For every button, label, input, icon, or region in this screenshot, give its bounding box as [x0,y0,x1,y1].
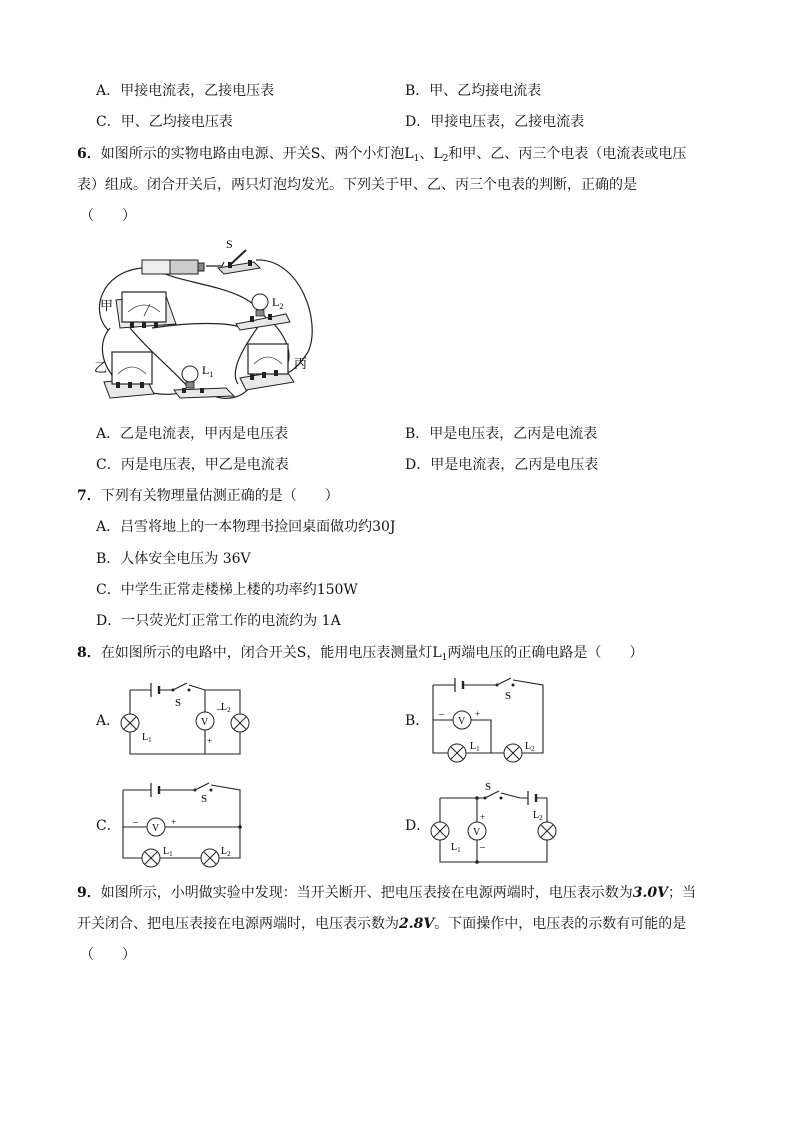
svg-text:V: V [201,717,209,728]
meter-jia-icon [116,292,176,328]
q8-label-b: B． [405,713,430,729]
lamp-l2-label: $L_2$ [525,741,535,753]
switch-icon [218,250,260,274]
q6-option-b: B．甲是电压表，乙丙是电流表 [405,426,598,442]
voltmeter-icon [468,822,486,840]
q5-option-b: B．甲、乙均接电流表 [405,83,542,99]
q9-stem-line1 [77,884,696,902]
meter-jia-label: 甲 [100,298,114,313]
q6-stem-line1 [77,145,686,168]
q8-circuit-d [425,780,565,870]
switch-label: S [505,690,512,702]
q7-option-c: C．中学生正常走楼梯上楼的功率约150W [96,582,358,598]
switch-label: S [175,697,182,709]
lamp-l2-label: $L_2$ [221,702,231,714]
meter-yi-icon [104,352,154,398]
q5-option-c: C．甲、乙均接电压表 [96,114,233,130]
q6-number: 6． [77,146,101,162]
meter-yi-label: 乙 [94,360,108,375]
lamp-icon [431,822,449,840]
q8-label-d: D． [405,818,431,834]
meter-bing-label: 丙 [294,356,308,371]
switch-label: S [201,793,208,805]
lamp-l2-label: $L_2$ [533,810,543,822]
svg-text:V: V [458,716,466,727]
q6-text: 和甲、乙、丙三个电表（电流表或电压 [448,146,687,162]
q8-number: 8． [77,645,101,661]
meter-bing-icon [240,344,294,390]
minus-label: – [439,709,444,720]
q8-stem [77,644,643,667]
q7-text: 下列有关物理量估测正确的是（ ） [100,488,339,504]
battery-icon [142,260,204,274]
lamp-l1-label: $L_1$ [163,846,173,858]
lamp-icon [121,714,139,732]
minus-label: – [217,704,222,715]
svg-text:V: V [473,827,481,838]
lamp-icon [504,744,522,762]
lamp-l1-label: $L_1$ [451,842,461,854]
bulb-l1-label: $L_1$ [202,363,214,379]
q6-text: 如图所示的实物电路由电源、开关S、两个小灯泡L [100,146,414,162]
switch-label: S [485,781,492,793]
bulb-l2-icon [236,294,290,330]
lamp-icon [448,744,466,762]
q8-circuit-a [115,680,255,760]
switch-label: S [226,237,233,251]
q6-option-c: C．丙是电压表，甲乙是电流表 [96,457,289,473]
q8-label-a: A． [96,713,121,729]
lamp-icon [231,714,249,732]
q5-option-a: A．甲接电流表，乙接电压表 [96,83,275,99]
q9-number: 9． [77,885,101,901]
q7-option-d: D．一只荧光灯正常工作的电流约为 1A [96,613,341,629]
bulb-l2-label: $L_2$ [272,295,284,311]
q6-answer-bracket: （ ） [80,208,136,224]
q9-value: 3.0V [632,885,668,901]
q6-option-d: D．甲是电流表，乙丙是电压表 [405,457,599,473]
q7-stem [77,487,339,505]
q7-option-b: B．人体安全电压为 36V [96,551,251,567]
plus-label: + [480,812,486,822]
plus-label: + [171,817,177,827]
q9-value: 2.8V [399,916,435,932]
lamp-l2-label: $L_2$ [221,846,231,858]
q9-answer-bracket: （ ） [80,947,136,963]
q8-circuit-b [425,675,555,770]
q8-label-c: C． [96,818,121,834]
minus-label: – [133,817,138,828]
q5-option-d: D．甲接电压表，乙接电流表 [405,114,585,130]
q9-text: 开关闭合、把电压表接在电源两端时，电压表示数为 [77,916,399,932]
q6-text: 、L [419,146,443,162]
q9-text: 。下面操作中，电压表的示数有可能的是 [434,916,687,932]
voltmeter-icon [147,818,165,836]
q6-sub: 1 [413,154,420,164]
q8-text: 在如图所示的电路中，闭合开关S，能用电压表测量灯L [100,645,442,661]
q9-text: ；当 [667,885,696,901]
lamp-icon [201,849,219,867]
plus-label: + [475,709,481,719]
q8-circuit-c [115,780,250,870]
q7-option-a: A．吕雪将地上的一本物理书捡回桌面做功约30J [96,519,396,535]
lamp-l1-label: $L_1$ [470,741,480,753]
q7-number: 7． [77,488,101,504]
q8-text: 两端电压的正确电路是（ ） [447,645,644,661]
lamp-l1-label: $L_1$ [142,732,152,744]
voltmeter-icon [453,711,471,729]
voltmeter-icon [196,712,214,730]
q9-text: 如图所示，小明做实验中发现：当开关断开、把电压表接在电源两端时，电压表示数为 [100,885,633,901]
lamp-icon [142,849,160,867]
svg-text:V: V [152,823,160,834]
q6-stem-line2: 表）组成。闭合开关后，两只灯泡均发光。下列关于甲、乙、丙三个电表的判断，正确的是 [77,177,637,193]
q6-circuit-figure [90,232,330,412]
q6-option-a: A．乙是电流表，甲丙是电压表 [96,426,289,442]
minus-label: – [480,842,485,853]
plus-label: + [207,736,213,746]
q6-sub: 2 [442,154,449,164]
q8-sub: 1 [441,653,448,663]
lamp-icon [538,822,556,840]
q9-stem-line2 [77,915,686,933]
